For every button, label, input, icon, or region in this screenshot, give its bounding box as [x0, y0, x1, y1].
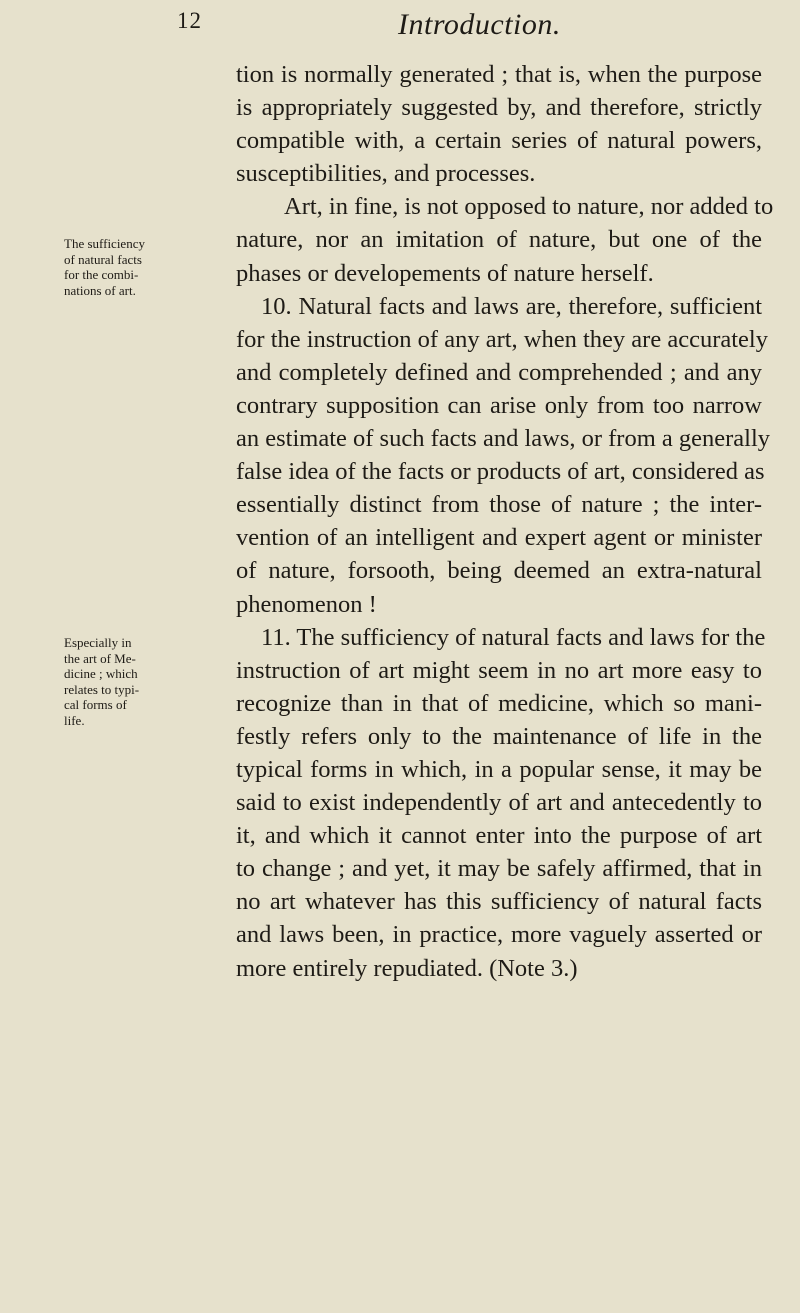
body-line: susceptibilities, and processes. [236, 160, 536, 188]
running-head [0, 8, 800, 48]
sidenote-line: Especially in [64, 635, 132, 650]
body-line: recognize than in that of medicine, which so mani- [236, 689, 762, 717]
body-line: festly refers only to the maintenance of life in the [236, 722, 762, 750]
sidenote-line: the art of Me- [64, 650, 136, 666]
sidenote-line: of natural facts [64, 251, 142, 267]
body-line: and completely defined and comprehended ; and any [236, 358, 762, 386]
body-text [236, 58, 774, 985]
sidenote-line: cal forms of [64, 697, 127, 713]
body-line: said to exist independently of art and antecedently to [236, 789, 762, 817]
body-line: vention of an intelligent and expert agent or minister [236, 524, 762, 552]
body-line: to change ; and yet, it may be safely affirmed, that in [236, 855, 762, 883]
sidenote-line: life. [64, 712, 85, 728]
body-line: instruction of art might seem in no art more easy to [236, 656, 762, 684]
sidenote-line: nations of art. [64, 282, 136, 298]
body-line: essentially distinct from those of nature ; the inter- [236, 491, 762, 519]
body-line: false idea of the facts or products of art, considered as [236, 458, 765, 486]
sidenote-line: dicine ; which [64, 666, 138, 682]
sidenote-medicine [64, 635, 234, 729]
body-line: more entirely repudiated. (Note 3.) [236, 954, 578, 982]
running-title: Introduction. [398, 8, 561, 41]
sidenote-line: relates to typi- [64, 681, 140, 697]
body-line: nature, nor an imitation of nature, but one of the [236, 226, 762, 254]
body-line: typical forms in which, in a popular sense, it may be [236, 755, 762, 783]
body-line: phases or developements of nature herself. [236, 259, 654, 287]
page-number: 12 [177, 8, 202, 33]
body-line: of nature, forsooth, being deemed an extra-natural [236, 557, 762, 585]
body-line: for the instruction of any art, when they are accurately [236, 325, 768, 353]
body-line: and laws been, in practice, more vaguely asserted or [236, 921, 762, 949]
paragraph-11-first-line: 11. The sufficiency of natural facts and laws for the [261, 623, 766, 651]
body-line: compatible with, a certain series of natural powers, [236, 127, 762, 155]
body-line: an estimate of such facts and laws, or from a generally [236, 425, 771, 453]
paragraph-10-first-line: 10. Natural facts and laws are, therefore, sufficient [261, 292, 762, 320]
sidenote-line: for the combi- [64, 267, 139, 283]
body-line: no art whatever has this sufficiency of natural facts [236, 888, 762, 916]
body-line: phenomenon ! [236, 590, 377, 618]
body-line: tion is normally generated ; that is, when the purpose [236, 61, 762, 88]
body-line: is appropriately suggested by, and therefore, strictly [236, 94, 762, 122]
body-line: Art, in fine, is not opposed to nature, nor added to [284, 193, 774, 221]
body-line: it, and which it cannot enter into the purpose of art [236, 822, 762, 850]
body-line: contrary supposition can arise only from too narrow [236, 391, 762, 419]
sidenote-line: The sufficiency [64, 236, 145, 251]
sidenote-sufficiency [64, 236, 234, 298]
